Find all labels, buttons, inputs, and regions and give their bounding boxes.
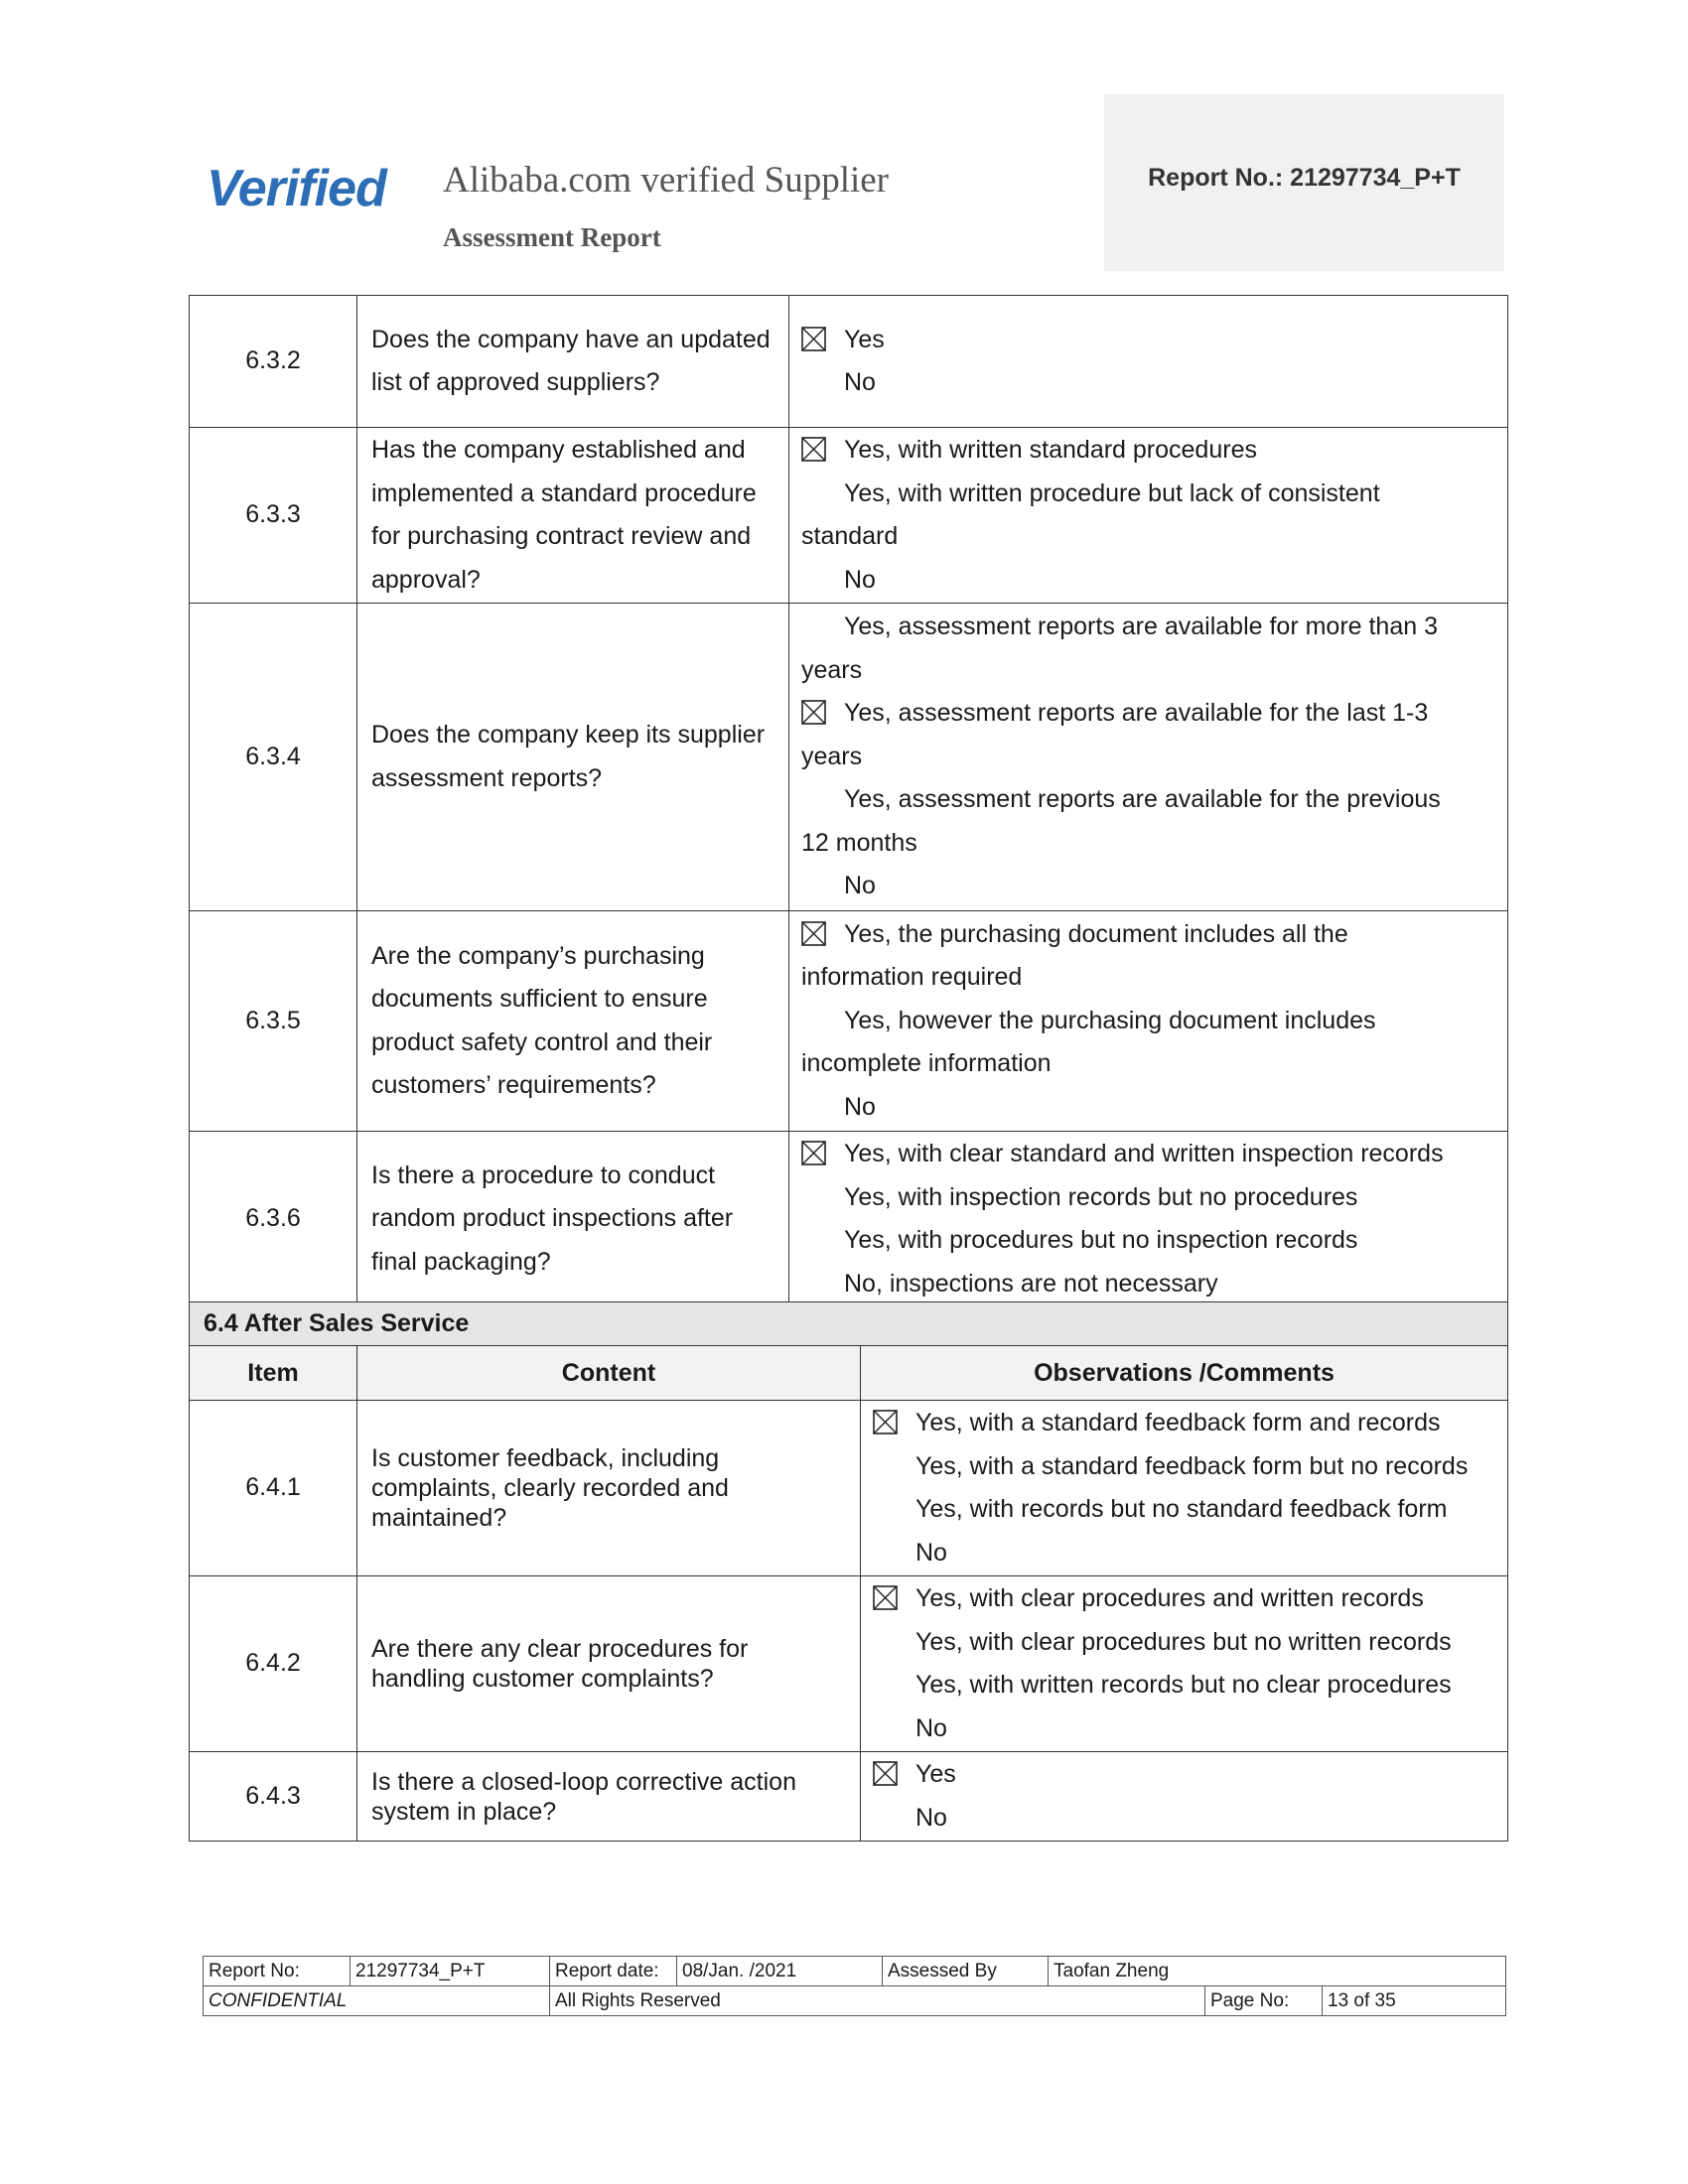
footer-rights: All Rights Reserved [550,1986,1205,2016]
answer-option-label: Yes, with a standard feedback form and records [915,1409,1441,1436]
answer-option [801,606,1499,649]
question-row [190,604,1508,911]
answer-option [873,1707,1499,1751]
checked-box-icon [801,327,826,351]
question-text: Are there any clear procedures for handling customer complaints? [371,1635,749,1693]
answer-option [801,1086,1499,1130]
question-row [190,911,1508,1132]
answer-option-label: Yes, assessment reports are available for more than 3 [844,613,1438,641]
answer-option-label: Yes, however the purchasing document includes [844,1006,1376,1034]
answer-option [801,473,1499,516]
question-text: Is customer feedback, including complaints, clearly recorded and maintained? [371,1444,729,1532]
answer-option [873,1797,1499,1841]
report-number-box [1104,94,1504,271]
report-number: Report No.: 21297734_P+T [1148,163,1461,192]
column-header-row [190,1346,1508,1401]
answer-option-label: No [844,368,876,396]
answer-option-label: No [844,872,876,900]
col-content: Content [357,1346,861,1401]
answer-option-continuation: years [801,742,863,770]
footer-report-date: 08/Jan. /2021 [677,1957,883,1986]
answer-option [801,319,1499,362]
question-text-cell [357,1752,861,1842]
answer-option-label: Yes [915,1760,956,1788]
answer-option [873,1488,1499,1532]
checked-box-icon [873,1585,898,1610]
answer-option [801,778,1499,822]
answer-option [801,559,1499,603]
answer-option [801,1219,1499,1263]
footer-report-no-label: Report No: [204,1957,351,1986]
answer-option-label: Yes, with inspection records but no procedures [844,1182,1358,1211]
answer-option-label: Yes, with a standard feedback form but no records [915,1451,1469,1480]
answer-option-label: Yes, with clear procedures but no written records [915,1627,1452,1656]
section-title: 6.4 After Sales Service [190,1302,1508,1346]
answer-option-label: Yes, with procedures but no inspection records [844,1226,1358,1254]
answer-option [873,1532,1499,1575]
question-text: Has the company established and implemented a standard procedure for purchasing contract review and approval? [357,428,789,604]
observations-cell [789,911,1508,1132]
answer-option-label: Yes, with records but no standard feedback form [915,1495,1448,1523]
answer-option-label: No [915,1538,947,1567]
item-number: 6.3.5 [190,911,357,1132]
verified-logo: Verified [207,160,386,217]
observations-cell [789,296,1508,428]
question-text: Are the company’s purchasing documents sufficient to ensure product safety control and their customers’ requirements? [357,911,789,1132]
answer-option-label: Yes, with written standard procedures [844,436,1257,464]
answer-option [873,1621,1499,1665]
checked-box-icon [801,437,826,462]
answer-option-label: Yes, assessment reports are available for the last 1-3 [844,699,1429,728]
answer-option [801,692,1499,736]
checked-box-icon [801,921,826,946]
item-number: 6.4.1 [190,1401,357,1576]
answer-option [873,1402,1499,1445]
answer-option-label: Yes, with clear procedures and written records [915,1584,1424,1612]
question-text-cell [357,1576,861,1752]
observations-cell [861,1752,1508,1842]
item-number: 6.4.2 [190,1576,357,1752]
header-subtitle: Assessment Report [443,222,661,252]
answer-option-label: No [915,1713,947,1742]
item-number: 6.4.3 [190,1752,357,1842]
answer-option-label: No [844,1092,876,1121]
answer-option-continuation: incomplete information [801,1049,1052,1078]
checked-box-icon [873,1761,898,1786]
answer-option-label: No [844,565,876,594]
observations-cell [789,1132,1508,1307]
answer-option-label: Yes [844,325,885,353]
answer-option-label: Yes, with written procedure but lack of consistent [844,478,1380,507]
answer-option [873,1445,1499,1489]
answer-option-label: Yes, the purchasing document includes all the [844,919,1348,948]
answer-option-continuation: years [801,655,863,684]
answer-option [801,1000,1499,1043]
answer-option [873,1753,1499,1797]
question-text: Does the company have an updated list of approved suppliers? [357,296,789,428]
answer-option [873,1664,1499,1707]
purchasing-table [189,295,1508,1307]
footer-table [203,1956,1506,2016]
checked-box-icon [873,1410,898,1434]
answer-option [873,1577,1499,1621]
question-row [190,296,1508,428]
col-observations: Observations /Comments [861,1346,1508,1401]
question-row [190,428,1508,604]
footer-report-no: 21297734_P+T [351,1957,550,1986]
item-number: 6.3.2 [190,296,357,428]
checked-box-icon [801,700,826,725]
question-row [190,1576,1508,1752]
footer-confidential: CONFIDENTIAL [204,1986,550,2016]
observations-cell [789,604,1508,911]
footer-report-date-label: Report date: [550,1957,677,1986]
observations-cell [789,428,1508,604]
answer-option-label: No, inspections are not necessary [844,1269,1218,1297]
question-row [190,1401,1508,1576]
observations-cell [861,1576,1508,1752]
answer-option [801,865,1499,908]
footer-page: 13 of 35 [1323,1986,1506,2016]
section-heading-row [190,1302,1508,1346]
footer-page-label: Page No: [1205,1986,1323,2016]
answer-option-continuation: 12 months [801,828,917,857]
footer-assessed-by: Taofan Zheng [1049,1957,1506,1986]
observations-cell [861,1401,1508,1576]
question-text: Is there a closed-loop corrective action system in place? [371,1767,796,1826]
question-row [190,1752,1508,1842]
header-title: Alibaba.com verified Supplier [443,160,890,201]
after-sales-table [189,1301,1508,1842]
answer-option [801,429,1499,473]
answer-option-label: Yes, with clear standard and written inspection records [844,1140,1444,1167]
answer-option [801,1176,1499,1220]
col-item: Item [190,1346,357,1401]
question-text: Does the company keep its supplier assessment reports? [357,604,789,911]
checked-box-icon [801,1141,826,1165]
question-row [190,1132,1508,1307]
answer-option-label: Yes, with written records but no clear procedures [915,1671,1452,1699]
item-number: 6.3.4 [190,604,357,911]
answer-option [801,913,1499,957]
answer-option [801,1263,1499,1306]
item-number: 6.3.6 [190,1132,357,1307]
answer-option-continuation: standard [801,522,899,550]
answer-option [801,361,1499,405]
answer-option-continuation: information required [801,963,1023,992]
footer-assessed-by-label: Assessed By [883,1957,1049,1986]
question-text-cell [357,1401,861,1576]
answer-option-label: Yes, assessment reports are available for the previous [844,785,1441,814]
question-text: Is there a procedure to conduct random product inspections after final packaging? [357,1132,789,1307]
answer-option [801,1133,1499,1176]
item-number: 6.3.3 [190,428,357,604]
answer-option-label: No [915,1803,947,1832]
